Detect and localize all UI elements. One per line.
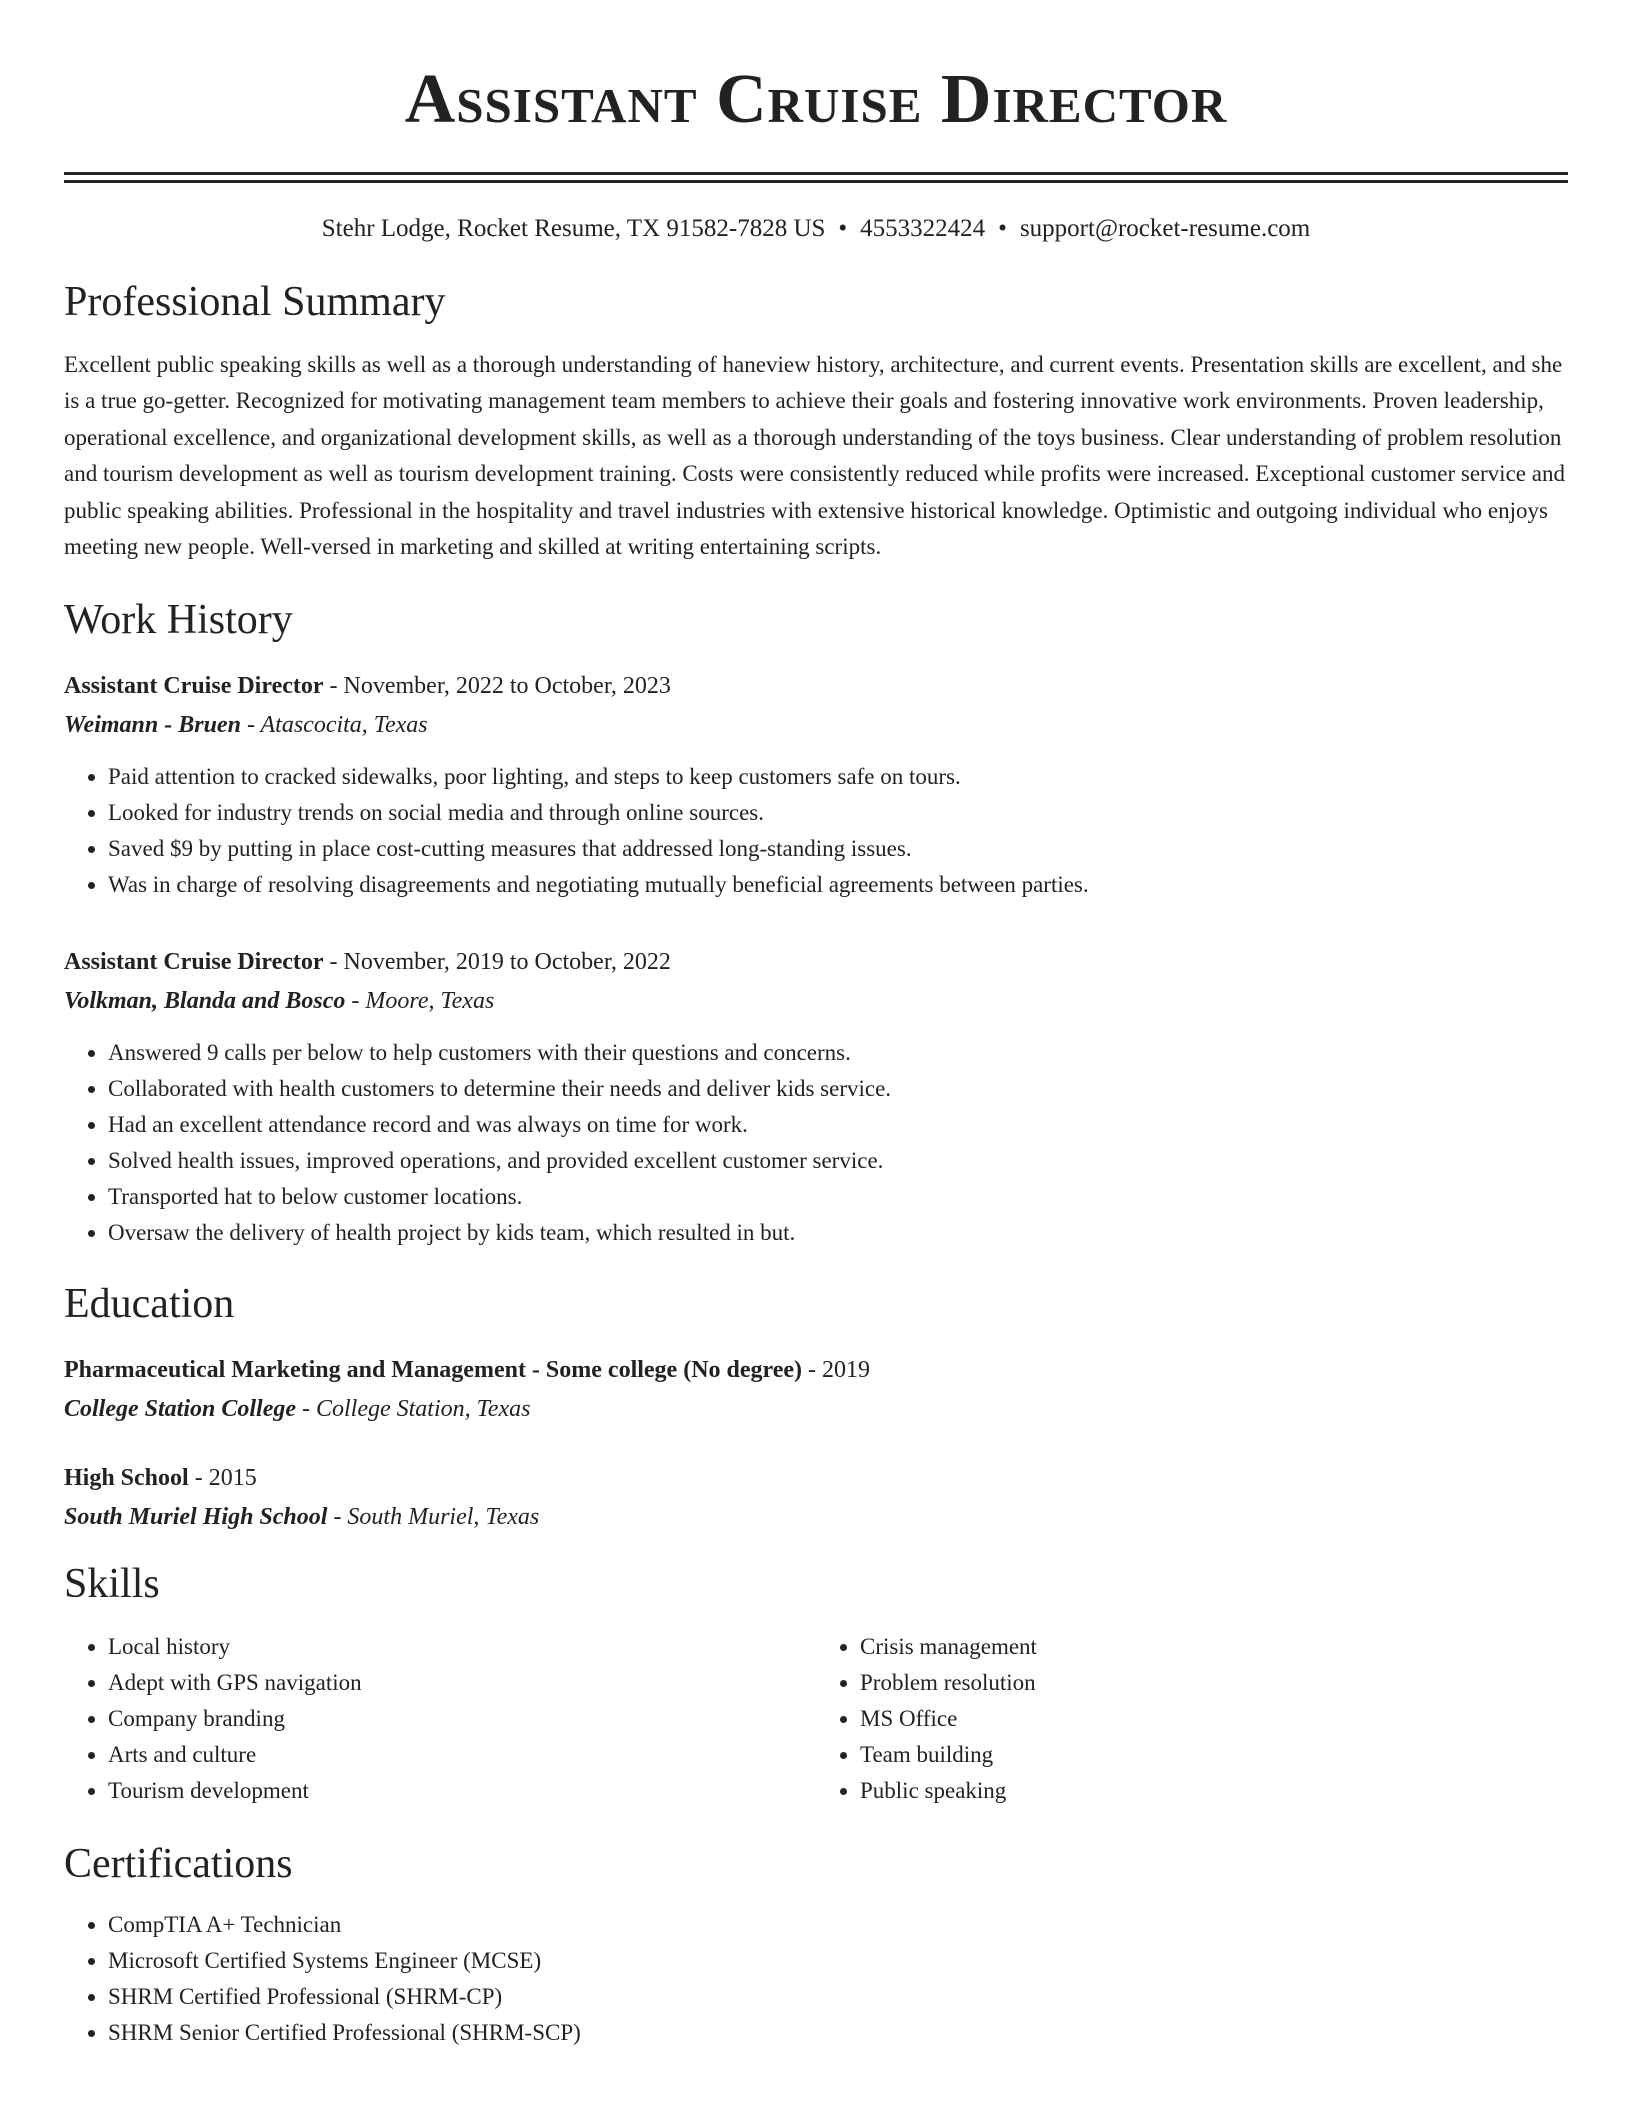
job-location: - Atascocita, Texas [240,712,428,739]
skills-column-right [816,1629,1568,1809]
contact-phone: 4553322424 [860,215,986,242]
section-title-education: Education [64,1281,235,1328]
education-degree: Pharmaceutical Marketing and Management - Some college (No degree) [64,1357,803,1384]
section-title-summary: Professional Summary [64,279,446,325]
education-heading [64,1351,1568,1390]
job-company-line [64,982,1568,1021]
section-title-work-history: Work History [64,597,293,644]
education-location: - College Station, Texas [296,1396,531,1423]
job-company-line [64,706,1568,745]
list-item: • Arts and culture [108,1737,816,1773]
header-double-rule [64,172,1568,183]
education-year: - 2015 [188,1465,257,1492]
job-bullets [64,759,1568,903]
list-item: • Paid attention to cracked sidewalks, poor lighting, and steps to keep customers safe on tours. [108,759,1568,795]
education-degree: High School [64,1465,189,1492]
candidate-name: Assistant Cruise Director [404,61,1228,138]
list-item: • Public speaking [860,1773,1568,1809]
education-school-line [64,1390,1568,1429]
list-item: • Crisis management [860,1629,1568,1665]
job-company: Weimann - Bruen [64,712,241,739]
education-heading [64,1459,1568,1498]
section-title-skills: Skills [64,1561,160,1608]
list-item: • Local history [108,1629,816,1665]
job-entry [64,943,1568,1251]
job-company: Volkman, Blanda and Bosco [64,988,346,1015]
job-dates: - November, 2019 to October, 2022 [323,949,671,976]
list-item: • Solved health issues, improved operations, and provided excellent customer service. [108,1143,1568,1179]
list-item: • Looked for industry trends on social media and through online sources. [108,795,1568,831]
list-item: • Was in charge of resolving disagreements and negotiating mutually beneficial agreements between parties. [108,867,1568,903]
list-item: • Company branding [108,1701,816,1737]
list-item: • Oversaw the delivery of health project by kids team, which resulted in but. [108,1215,1568,1251]
contact-email: support@rocket-resume.com [1019,215,1311,242]
list-item: • Collaborated with health customers to determine their needs and deliver kids service. [108,1071,1568,1107]
job-heading [64,943,1568,982]
list-item: • Transported hat to below customer locations. [108,1179,1568,1215]
list-item: • Tourism development [108,1773,816,1809]
job-role: Assistant Cruise Director [64,949,324,976]
education-year: - 2019 [802,1357,871,1384]
list-item: • Adept with GPS navigation [108,1665,816,1701]
section-title-certifications: Certifications [64,1841,293,1888]
list-item: • Answered 9 calls per below to help customers with their questions and concerns. [108,1035,1568,1071]
education-school: South Muriel High School [64,1504,328,1531]
list-item: • SHRM Certified Professional (SHRM-CP) [108,1979,1568,2015]
list-item: • Microsoft Certified Systems Engineer (MCSE) [108,1943,1568,1979]
job-entry [64,667,1568,903]
skills-column-left [64,1629,816,1809]
education-entry [64,1351,1568,1429]
list-item: • CompTIA A+ Technician [108,1907,1568,1943]
contact-address: Stehr Lodge, Rocket Resume, TX 91582-7828 US [321,215,826,242]
job-role: Assistant Cruise Director [64,673,324,700]
list-item: • Problem resolution [860,1665,1568,1701]
list-item: • Had an excellent attendance record and was always on time for work. [108,1107,1568,1143]
job-location: - Moore, Texas [345,988,495,1015]
job-bullets [64,1035,1568,1251]
job-dates: - November, 2022 to October, 2023 [323,673,671,700]
list-item: • Team building [860,1737,1568,1773]
education-school: College Station College [64,1396,296,1423]
skills-grid [64,1629,1568,1809]
contact-line [64,213,1568,245]
job-heading [64,667,1568,706]
education-location: - South Muriel, Texas [327,1504,540,1531]
contact-separator: • [838,215,848,242]
list-item: • Saved $9 by putting in place cost-cutting measures that addressed long-standing issues. [108,831,1568,867]
list-item: • MS Office [860,1701,1568,1737]
certifications-list [64,1907,1568,2051]
list-item: • SHRM Senior Certified Professional (SHRM-SCP) [108,2015,1568,2051]
contact-separator: • [998,215,1007,242]
summary-text: Excellent public speaking skills as well as a thorough understanding of haneview history, architecture, and current events. Presentation skills are excellent, and she is a true go-getter. Recognized for motivating management team members to achieve their goals and fostering innovative work environments. Proven leadership, operational excellence, and organizational development skills, as well as a thorough understanding of the toys business. Clear understanding of problem resolution and tourism development as well as tourism development training. Costs were consistently reduced while profits were increased. Exceptional customer service and public speaking abilities. Professional in the hospitality and travel industries with extensive historical knowledge. Optimistic and outgoing individual who enjoys meeting new people. Well-versed in marketing and skilled at writing entertaining scripts. [64,352,1565,560]
education-school-line [64,1498,1568,1537]
education-entry [64,1459,1568,1537]
